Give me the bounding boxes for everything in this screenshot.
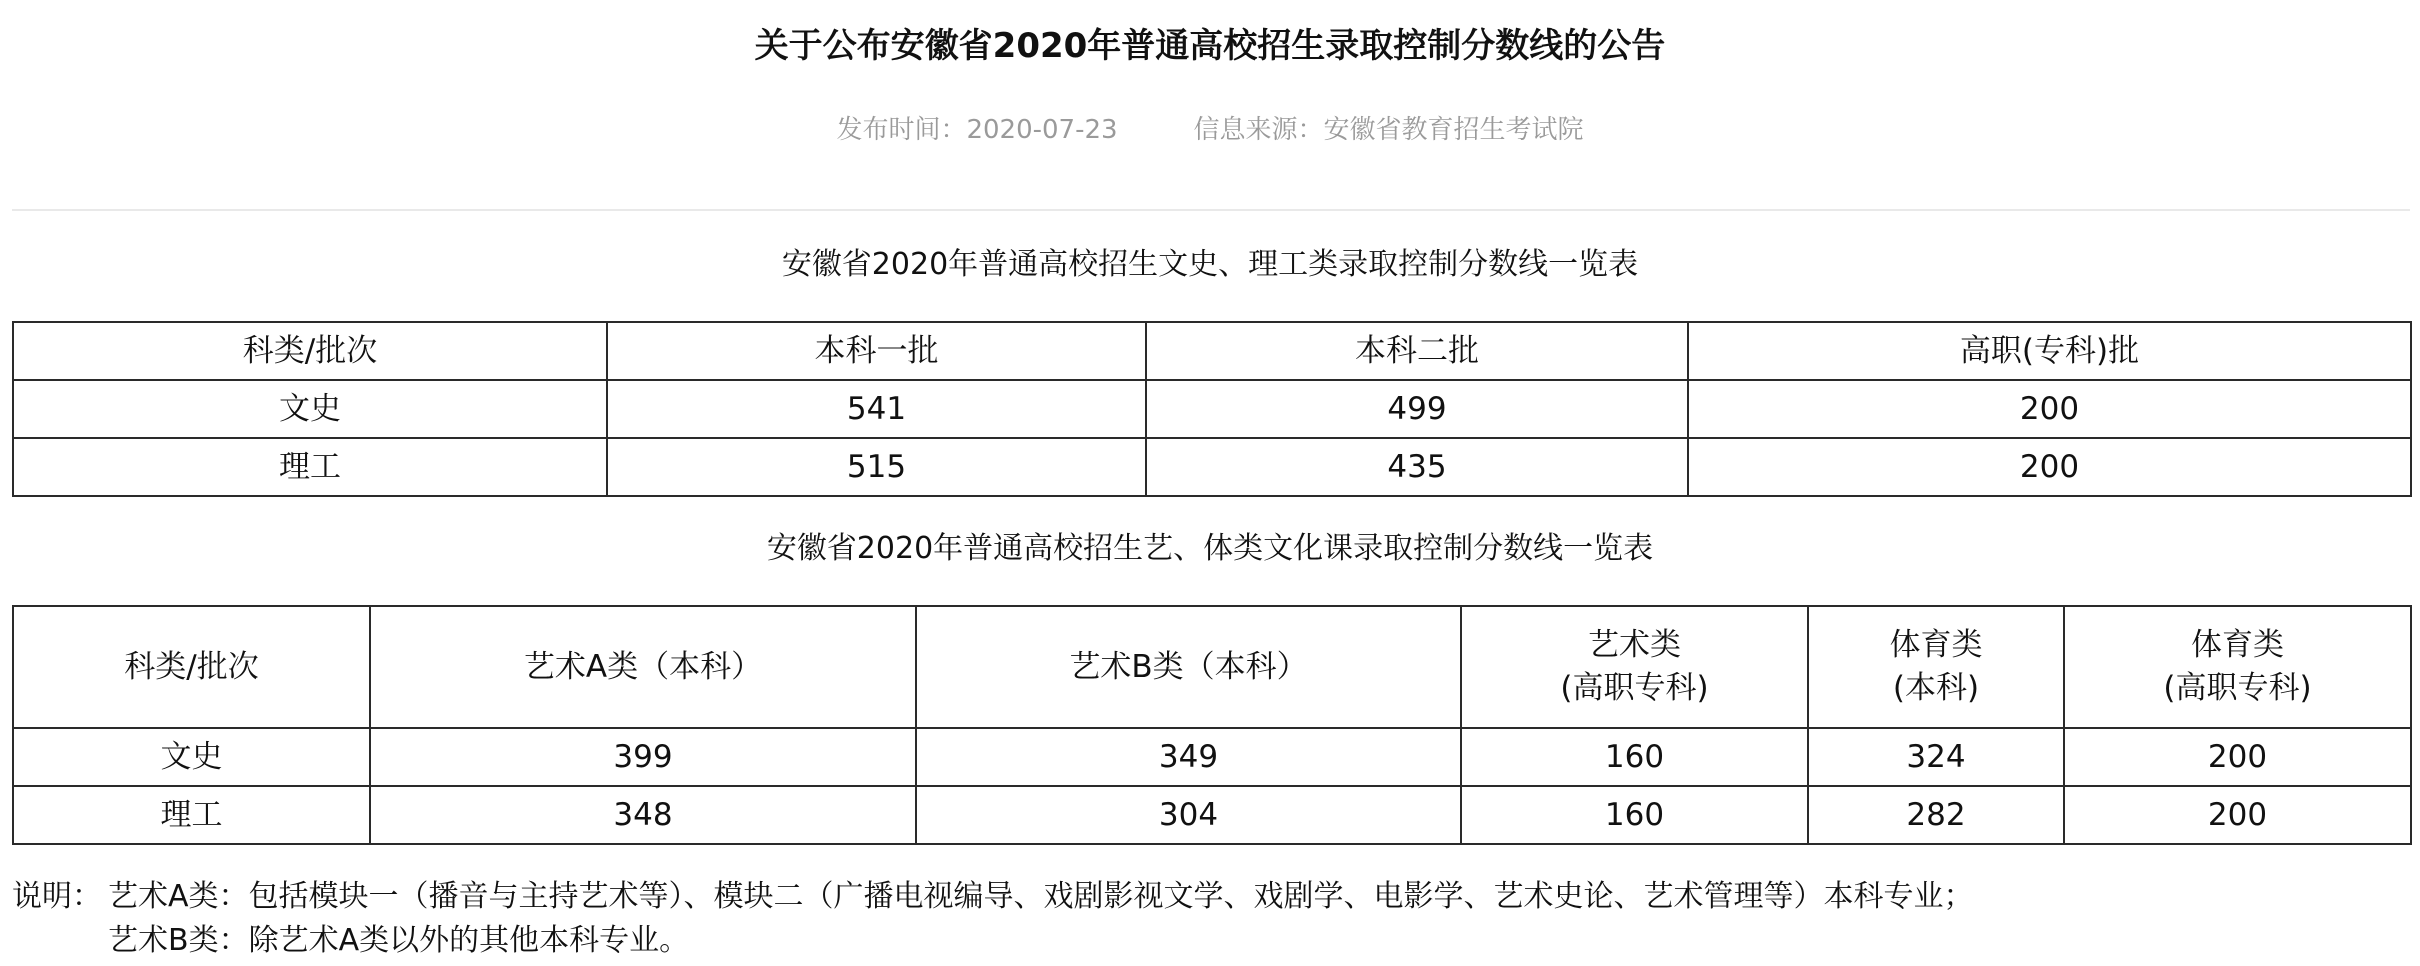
note-line: 艺术A类：包括模块一（播音与主持艺术等）、模块二（广播电视编导、戏剧影视文学、戏剧学、电影学、艺术史论、艺术管理等）本科专业； (108, 879, 1974, 914)
column-header: 体育类 (高职专科) (2064, 606, 2411, 728)
table1-caption: 安徽省2020年普通高校招生文史、理工类录取控制分数线一览表 (781, 247, 1639, 282)
explanation-note (12, 875, 1974, 963)
table-row (13, 728, 2411, 786)
table-cell: 160 (1461, 728, 1808, 786)
table-cell: 324 (1808, 728, 2064, 786)
table-cell: 348 (370, 786, 916, 844)
column-header: 艺术类 (高职专科) (1461, 606, 1808, 728)
table-cell: 200 (2064, 786, 2411, 844)
column-header: 体育类 (本科) (1808, 606, 2064, 728)
table-row (13, 438, 2411, 496)
column-header: 本科二批 (1146, 322, 1688, 380)
column-header: 艺术A类（本科） (370, 606, 916, 728)
note-lines (108, 875, 1974, 963)
table-cell: 499 (1146, 380, 1688, 438)
table1-score-lines (12, 321, 2412, 497)
row-label: 理工 (13, 438, 607, 496)
table-cell: 200 (2064, 728, 2411, 786)
article-meta (0, 115, 2420, 145)
table-cell: 435 (1146, 438, 1688, 496)
row-label: 文史 (13, 728, 370, 786)
table-header-row (13, 606, 2411, 728)
row-label: 理工 (13, 786, 370, 844)
publish-time: 发布时间：2020-07-23 (836, 115, 1118, 145)
table-cell: 160 (1461, 786, 1808, 844)
row-label: 文史 (13, 380, 607, 438)
page-title: 关于公布安徽省2020年普通高校招生录取控制分数线的公告 (754, 26, 1666, 66)
table-row (13, 786, 2411, 844)
table-header-row (13, 322, 2411, 380)
table-cell: 349 (916, 728, 1461, 786)
table-cell: 282 (1808, 786, 2064, 844)
table-cell: 200 (1688, 438, 2411, 496)
note-label: 说明： (12, 879, 102, 914)
info-source: 信息来源：安徽省教育招生考试院 (1193, 115, 1584, 145)
table-cell: 541 (607, 380, 1146, 438)
note-line: 艺术B类：除艺术A类以外的其他本科专业。 (108, 923, 690, 958)
column-header: 艺术B类（本科） (916, 606, 1461, 728)
table-cell: 399 (370, 728, 916, 786)
table-row (13, 380, 2411, 438)
table-cell: 200 (1688, 380, 2411, 438)
column-header: 科类/批次 (13, 322, 607, 380)
column-header: 本科一批 (607, 322, 1146, 380)
column-header: 高职(专科)批 (1688, 322, 2411, 380)
table2-score-lines (12, 605, 2412, 845)
header-divider (12, 209, 2410, 211)
table2-caption: 安徽省2020年普通高校招生艺、体类文化课录取控制分数线一览表 (766, 531, 1654, 566)
table-cell: 304 (916, 786, 1461, 844)
column-header: 科类/批次 (13, 606, 370, 728)
table-cell: 515 (607, 438, 1146, 496)
